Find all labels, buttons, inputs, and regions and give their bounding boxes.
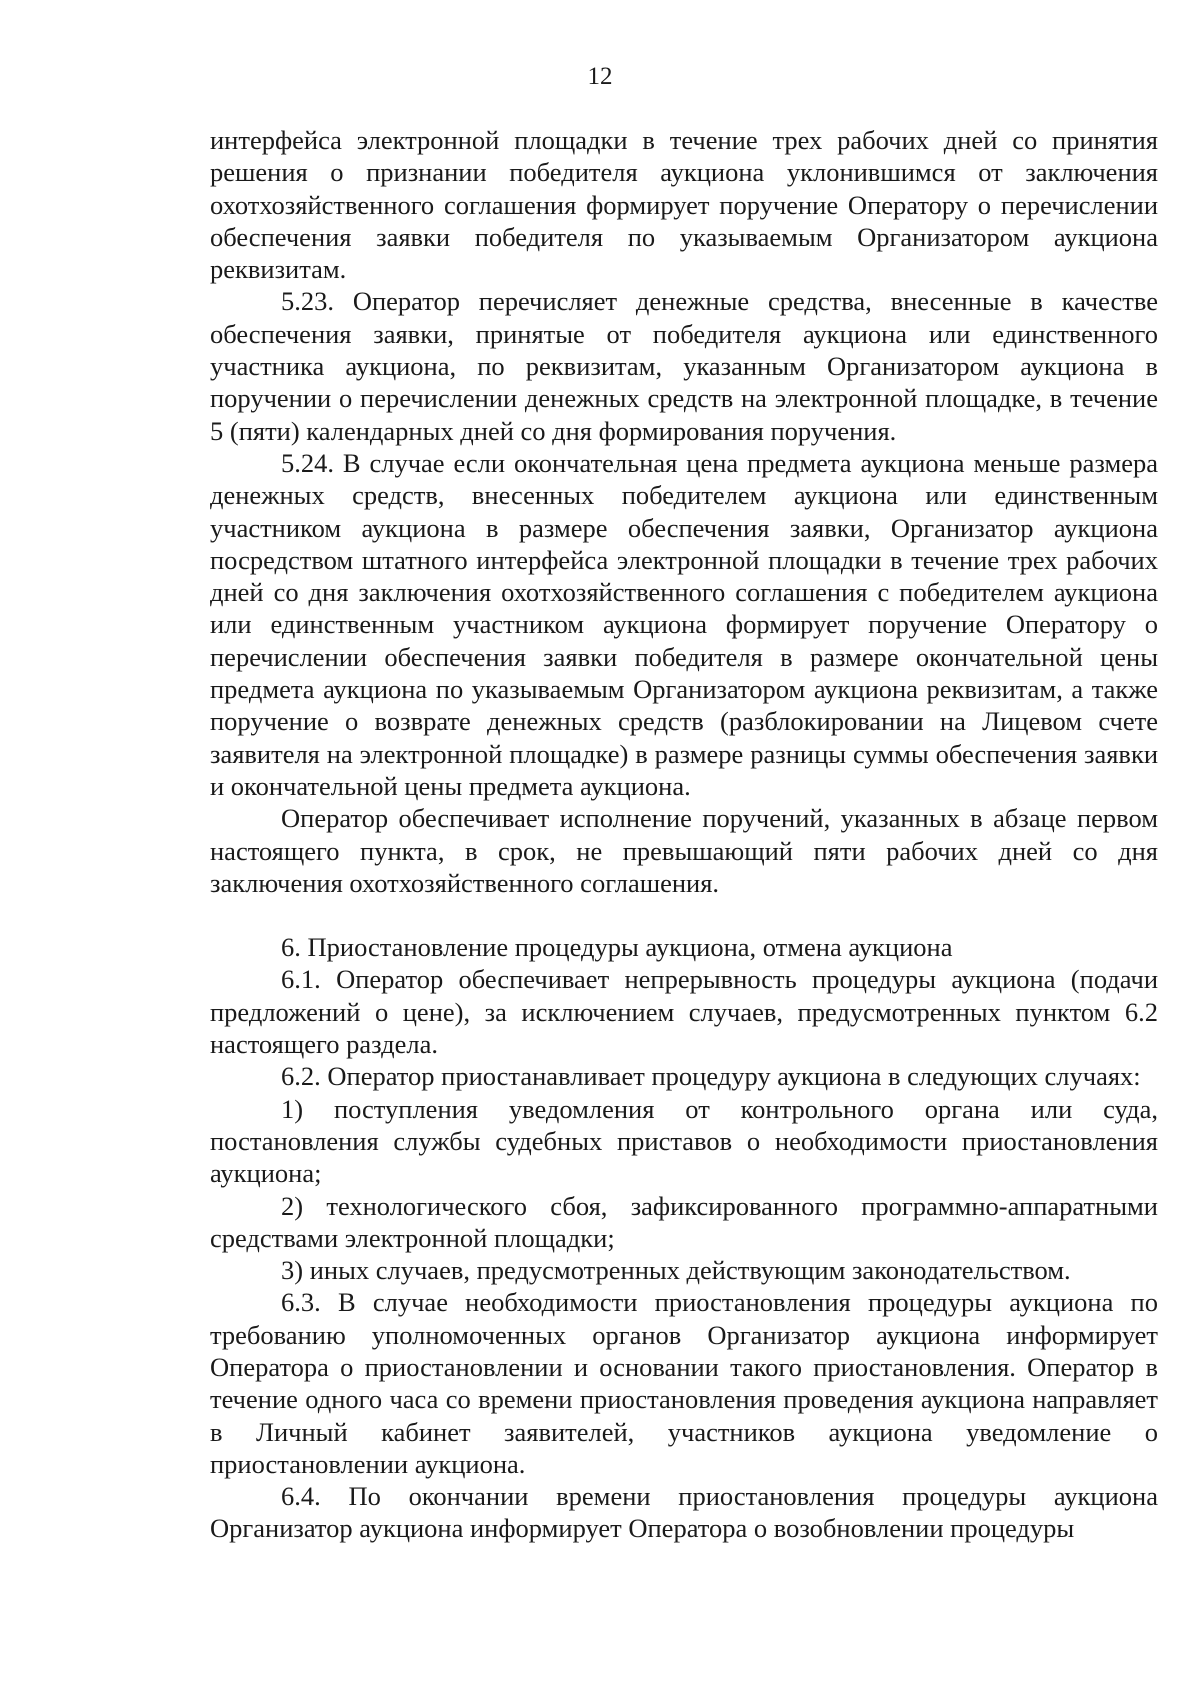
list-item-2: 2) технологического сбоя, зафиксированного программно-аппаратными средствами электронной площадки;: [210, 1190, 1158, 1253]
paragraph-operator-obligation: Оператор обеспечивает исполнение поручений, указанных в абзаце первом настоящего пункта, в срок, не превышающий пяти рабочих дней со дня заключения охотхозяйственного соглашения.: [210, 803, 1158, 898]
section-heading-6: 6. Приостановление процедуры аукциона, отмена аукциона: [281, 932, 953, 963]
section-spacer: [210, 899, 1158, 931]
paragraph-5-24: 5.24. В случае если окончательная цена предмета аукциона меньше размера денежных средств, внесенных победителем аукциона или единственным участником аукциона в размере обеспечения заявки, Организатор аукциона посредством штатного интерфейса электронной площадки в течение трех рабочих дней со дня заключения охотхозяйственного соглашения с победителем аукциона или единственным участником аукциона формирует поручение Оператору о перечислении обеспечения заявки победителя в размере окончательной цены предмета аукциона по указываемым Организатором аукциона реквизитам, а также поручение о возврате денежных средств (разблокировании на Лицевом счете заявителя на электронной площадке) в размере разницы суммы обеспечения заявки и окончательной цены предмета аукциона.: [210, 447, 1158, 801]
paragraph-6-2: 6.2. Оператор приостанавливает процедуру аукциона в следующих случаях:: [281, 1061, 1141, 1092]
document-body: [210, 124, 1158, 1545]
paragraph-continuation: интерфейса электронной площадки в течение трех рабочих дней со принятия решения о признании победителя аукциона уклонившимся от заключения охотхозяйственного соглашения формирует поручение Оператору о перечислении обеспечения заявки победителя по указываемым Организатором аукциона реквизитам.: [210, 125, 1158, 285]
paragraph-5-23: 5.23. Оператор перечисляет денежные средства, внесенные в качестве обеспечения заявки, принятые от победителя аукциона или единственного участника аукциона, по реквизитам, указанным Организатором аукциона в поручении о перечислении денежных средств на электронной площадке, в течение 5 (пяти) календарных дней со дня формирования поручения.: [210, 286, 1158, 446]
paragraph-6-1: 6.1. Оператор обеспечивает непрерывность процедуры аукциона (подачи предложений о цене), за исключением случаев, предусмотренных пунктом 6.2 настоящего раздела.: [210, 964, 1158, 1060]
page-number: 12: [587, 63, 613, 90]
list-item-1: 1) поступления уведомления от контрольного органа или суда, постановления службы судебных приставов о необходимости приостановления аукциона;: [210, 1093, 1158, 1189]
paragraph-6-4: 6.4. По окончании времени приостановления процедуры аукциона Организатор аукциона информирует Оператора о возобновлении процедуры: [210, 1481, 1158, 1544]
list-item-3: 3) иных случаев, предусмотренных действующим законодательством.: [281, 1255, 1071, 1286]
paragraph-6-3: 6.3. В случае необходимости приостановления процедуры аукциона по требованию уполномоченных органов Организатор аукциона информирует Оператора о приостановлении и основании такого приостановления. Оператор в течение одного часа со времени приостановления проведения аукциона направляет в Личный кабинет заявителей, участников аукциона уведомление о приостановлении аукциона.: [210, 1287, 1158, 1479]
